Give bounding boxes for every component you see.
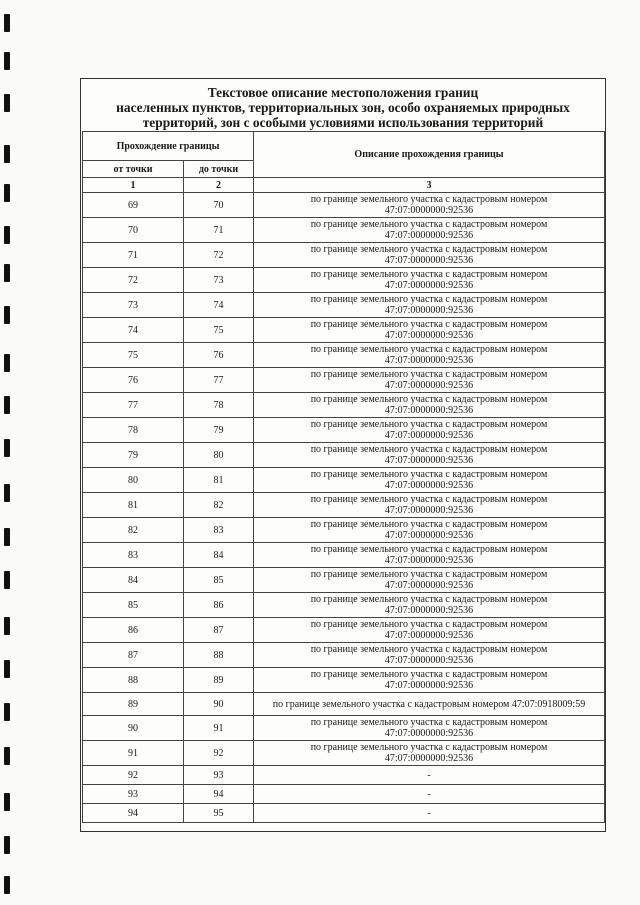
cell-to-point: 78: [184, 393, 254, 418]
cell-from-point: 79: [83, 443, 184, 468]
description-line-2: 47:07:0000000:92536: [384, 680, 474, 691]
description-line-2: 47:07:0000000:92536: [384, 330, 474, 341]
description-line-1: по границе земельного участка с кадастровым номером: [310, 519, 548, 530]
table-row: [83, 243, 605, 268]
cell-from-point: 83: [83, 543, 184, 568]
binding-hole: [4, 354, 10, 372]
cell-description: [254, 368, 605, 393]
table-row: [83, 804, 605, 823]
cell-description: [254, 518, 605, 543]
cell-from-point: 74: [83, 318, 184, 343]
table-row: [83, 668, 605, 693]
cell-to-point: 83: [184, 518, 254, 543]
table-row: [83, 418, 605, 443]
cell-to-point: 86: [184, 593, 254, 618]
table-row: [83, 293, 605, 318]
description-line-2: 47:07:0000000:92536: [384, 555, 474, 566]
binding-hole: [4, 264, 10, 282]
cell-to-point: 87: [184, 618, 254, 643]
cell-to-point: 91: [184, 716, 254, 741]
cell-description: [254, 716, 605, 741]
description-line-1: по границе земельного участка с кадастровым номером: [310, 444, 548, 455]
binding-hole: [4, 747, 10, 765]
description-line-2: 47:07:0000000:92536: [384, 205, 474, 216]
table-row: [83, 368, 605, 393]
title-line-1: Текстовое описание местоположения границ: [207, 85, 479, 100]
cell-to-point: 79: [184, 418, 254, 443]
table-row: [83, 193, 605, 218]
description-line-1: по границе земельного участка с кадастровым номером: [310, 269, 548, 280]
table-row: [83, 693, 605, 716]
cell-from-point: 77: [83, 393, 184, 418]
description-line-1: по границе земельного участка с кадастровым номером: [310, 294, 548, 305]
description-line-1: -: [427, 769, 431, 781]
cell-from-point: 73: [83, 293, 184, 318]
cell-description: [254, 468, 605, 493]
cell-from-point: 94: [83, 804, 184, 823]
table-row: [83, 618, 605, 643]
cell-to-point: 81: [184, 468, 254, 493]
description-line-1: -: [427, 807, 431, 819]
description-line-1: по границе земельного участка с кадастровым номером: [310, 219, 548, 230]
table-row: [83, 218, 605, 243]
title-line-2: населенных пунктов, территориальных зон, особо охраняемых природных: [116, 100, 570, 115]
binding-holes: [4, 0, 12, 905]
cell-from-point: 93: [83, 785, 184, 804]
cell-to-point: 85: [184, 568, 254, 593]
binding-hole: [4, 484, 10, 502]
document-frame: [80, 78, 606, 832]
cell-to-point: 90: [184, 693, 254, 716]
cell-description: [254, 804, 605, 823]
cell-description: [254, 318, 605, 343]
binding-hole: [4, 184, 10, 202]
description-line-2: 47:07:0000000:92536: [384, 405, 474, 416]
binding-hole: [4, 528, 10, 546]
cell-to-point: 93: [184, 766, 254, 785]
cell-to-point: 72: [184, 243, 254, 268]
binding-hole: [4, 876, 10, 894]
description-line-2: 47:07:0000000:92536: [384, 430, 474, 441]
cell-from-point: 81: [83, 493, 184, 518]
cell-from-point: 76: [83, 368, 184, 393]
table-row: [83, 568, 605, 593]
cell-from-point: 72: [83, 268, 184, 293]
table-row: [83, 741, 605, 766]
description-line-1: -: [427, 788, 431, 800]
cell-description: [254, 218, 605, 243]
description-line-2: 47:07:0000000:92536: [384, 630, 474, 641]
binding-hole: [4, 571, 10, 589]
binding-hole: [4, 703, 10, 721]
description-line-2: 47:07:0000000:92536: [384, 605, 474, 616]
table-row: [83, 468, 605, 493]
cell-from-point: 82: [83, 518, 184, 543]
cell-description: [254, 443, 605, 468]
cell-to-point: 77: [184, 368, 254, 393]
description-line-1: по границе земельного участка с кадастровым номером: [310, 369, 548, 380]
cell-description: [254, 766, 605, 785]
cell-from-point: 69: [83, 193, 184, 218]
table-body: [83, 193, 605, 823]
header-from-point: от точки: [83, 161, 184, 178]
boundary-table: [82, 131, 605, 823]
header-description: Описание прохождения границы: [254, 132, 605, 178]
table-row: [83, 766, 605, 785]
table-row: [83, 343, 605, 368]
cell-to-point: 76: [184, 343, 254, 368]
cell-to-point: 71: [184, 218, 254, 243]
cell-to-point: 75: [184, 318, 254, 343]
description-line-1: по границе земельного участка с кадастровым номером: [310, 669, 548, 680]
header-to-point: до точки: [184, 161, 254, 178]
description-line-2: 47:07:0000000:92536: [384, 480, 474, 491]
cell-description: [254, 193, 605, 218]
header-group: Прохождение границы: [83, 132, 254, 161]
description-line-1: по границе земельного участка с кадастровым номером: [310, 494, 548, 505]
description-line-1: по границе земельного участка с кадастровым номером: [310, 194, 548, 205]
description-line-2: 47:07:0000000:92536: [384, 505, 474, 516]
col-number-1: 1: [83, 178, 184, 193]
description-line-2: 47:07:0000000:92536: [384, 255, 474, 266]
cell-description: [254, 593, 605, 618]
title-line-3: территорий, зон с особыми условиями использования территорий: [142, 115, 544, 130]
table-row: [83, 518, 605, 543]
cell-to-point: 89: [184, 668, 254, 693]
table-row: [83, 716, 605, 741]
table-row: [83, 643, 605, 668]
description-line-1: по границе земельного участка с кадастровым номером: [310, 594, 548, 605]
cell-description: [254, 543, 605, 568]
cell-to-point: 73: [184, 268, 254, 293]
description-line-1: по границе земельного участка с кадастровым номером: [310, 419, 548, 430]
cell-from-point: 91: [83, 741, 184, 766]
cell-description: [254, 568, 605, 593]
cell-from-point: 88: [83, 668, 184, 693]
description-line-1: по границе земельного участка с кадастровым номером: [310, 569, 548, 580]
cell-description: [254, 643, 605, 668]
description-line-1: по границе земельного участка с кадастровым номером: [310, 319, 548, 330]
description-line-2: 47:07:0000000:92536: [384, 728, 474, 739]
cell-from-point: 85: [83, 593, 184, 618]
description-line-1: по границе земельного участка с кадастровым номером: [310, 619, 548, 630]
description-line-2: 47:07:0000000:92536: [384, 455, 474, 466]
table-row: [83, 593, 605, 618]
description-line-1: по границе земельного участка с кадастровым номером: [310, 394, 548, 405]
binding-hole: [4, 14, 10, 32]
cell-from-point: 80: [83, 468, 184, 493]
cell-from-point: 86: [83, 618, 184, 643]
cell-to-point: 94: [184, 785, 254, 804]
cell-description: [254, 293, 605, 318]
table-row: [83, 318, 605, 343]
cell-description: [254, 785, 605, 804]
cell-description: [254, 268, 605, 293]
binding-hole: [4, 617, 10, 635]
binding-hole: [4, 94, 10, 112]
binding-hole: [4, 226, 10, 244]
cell-from-point: 75: [83, 343, 184, 368]
description-line-2: 47:07:0000000:92536: [384, 280, 474, 291]
cell-description: [254, 493, 605, 518]
cell-to-point: 88: [184, 643, 254, 668]
table-row: [83, 268, 605, 293]
description-line-2: 47:07:0000000:92536: [384, 530, 474, 541]
description-line-1: по границе земельного участка с кадастровым номером: [310, 742, 548, 753]
cell-to-point: 74: [184, 293, 254, 318]
cell-from-point: 90: [83, 716, 184, 741]
binding-hole: [4, 306, 10, 324]
binding-hole: [4, 793, 10, 811]
table-row: [83, 785, 605, 804]
table-row: [83, 443, 605, 468]
description-line-2: 47:07:0000000:92536: [384, 380, 474, 391]
col-number-2: 2: [184, 178, 254, 193]
description-line-1: по границе земельного участка с кадастровым номером: [310, 544, 548, 555]
binding-hole: [4, 836, 10, 854]
binding-hole: [4, 660, 10, 678]
document-title: [81, 79, 605, 131]
description-line-2: 47:07:0000000:92536: [384, 230, 474, 241]
cell-to-point: 82: [184, 493, 254, 518]
binding-hole: [4, 145, 10, 163]
description-line-1: по границе земельного участка с кадастровым номером: [310, 244, 548, 255]
cell-from-point: 78: [83, 418, 184, 443]
col-number-3: 3: [254, 178, 605, 193]
description-line-2: 47:07:0000000:92536: [384, 655, 474, 666]
cell-description: [254, 668, 605, 693]
description-line-1: по границе земельного участка с кадастровым номером: [310, 644, 548, 655]
cell-from-point: 89: [83, 693, 184, 716]
binding-hole: [4, 52, 10, 70]
description-line-1: по границе земельного участка с кадастровым номером 47:07:0918009:59: [272, 698, 586, 710]
cell-from-point: 71: [83, 243, 184, 268]
description-line-2: 47:07:0000000:92536: [384, 355, 474, 366]
description-line-1: по границе земельного участка с кадастровым номером: [310, 469, 548, 480]
cell-description: [254, 343, 605, 368]
cell-description: [254, 693, 605, 716]
binding-hole: [4, 396, 10, 414]
description-line-2: 47:07:0000000:92536: [384, 580, 474, 591]
cell-from-point: 87: [83, 643, 184, 668]
cell-description: [254, 741, 605, 766]
cell-description: [254, 243, 605, 268]
cell-description: [254, 618, 605, 643]
description-line-1: по границе земельного участка с кадастровым номером: [310, 717, 548, 728]
cell-to-point: 95: [184, 804, 254, 823]
table-row: [83, 393, 605, 418]
cell-description: [254, 393, 605, 418]
binding-hole: [4, 439, 10, 457]
table-row: [83, 543, 605, 568]
cell-to-point: 70: [184, 193, 254, 218]
table-row: [83, 493, 605, 518]
description-line-1: по границе земельного участка с кадастровым номером: [310, 344, 548, 355]
cell-to-point: 84: [184, 543, 254, 568]
cell-from-point: 92: [83, 766, 184, 785]
cell-description: [254, 418, 605, 443]
description-line-2: 47:07:0000000:92536: [384, 305, 474, 316]
cell-from-point: 84: [83, 568, 184, 593]
cell-to-point: 92: [184, 741, 254, 766]
description-line-2: 47:07:0000000:92536: [384, 753, 474, 764]
cell-to-point: 80: [184, 443, 254, 468]
cell-from-point: 70: [83, 218, 184, 243]
